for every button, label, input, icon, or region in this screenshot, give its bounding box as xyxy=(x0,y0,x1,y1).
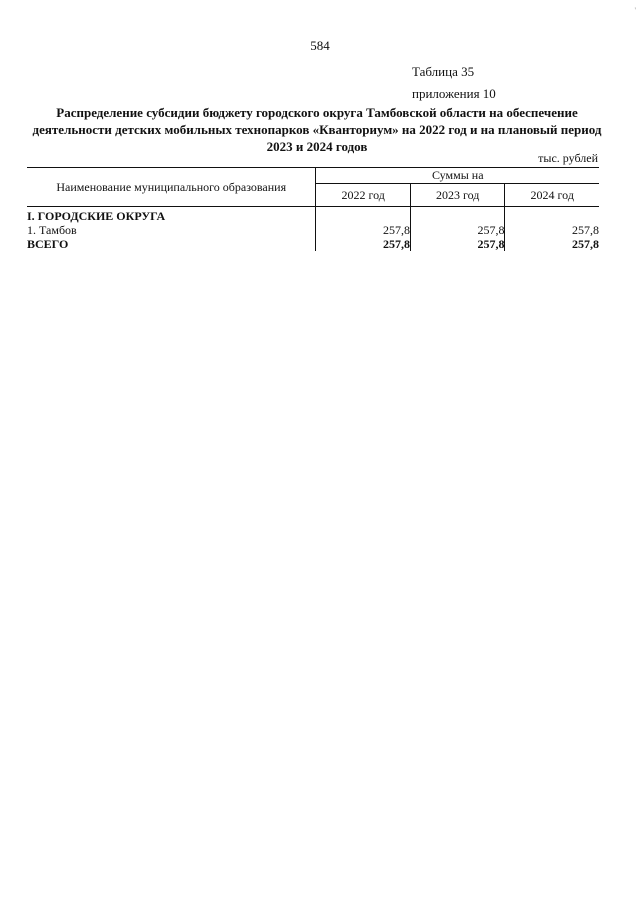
row-value-2022 xyxy=(316,207,411,224)
header-sums: Суммы на xyxy=(316,168,599,184)
table-row xyxy=(27,223,599,237)
document-title: Распределение субсидии бюджету городского округа Тамбовской области на обеспечение деятельности детских мобильных технопарков «Кванториум» на 2022 год и на плановый период 2023 и 2024 годов xyxy=(32,105,602,154)
row-name: I. ГОРОДСКИЕ ОКРУГА xyxy=(27,207,316,224)
row-name: 1. Тамбов xyxy=(27,223,316,237)
row-value-2023: 257,8 xyxy=(410,237,505,251)
scan-mark: ' xyxy=(634,6,636,15)
row-value-2023: 257,8 xyxy=(410,223,505,237)
table-row xyxy=(27,237,599,251)
row-value-2024: 257,8 xyxy=(572,223,599,237)
page-number: 584 xyxy=(310,38,330,53)
header-name: Наименование муниципального образования xyxy=(27,168,316,207)
row-value-2024 xyxy=(505,207,599,224)
row-value-2022: 257,8 xyxy=(382,223,410,237)
appendix-label: приложения 10 xyxy=(412,86,496,101)
subsidy-table xyxy=(27,167,599,251)
row-value-2023 xyxy=(410,207,505,224)
table-label: Таблица 35 xyxy=(412,64,475,79)
header-year-2022: 2022 год xyxy=(316,184,411,207)
row-value-2024: 257,8 xyxy=(572,237,599,251)
row-value-2022: 257,8 xyxy=(382,237,410,251)
header-year-2023: 2023 год xyxy=(410,184,505,207)
table-row xyxy=(27,207,599,224)
row-name: ВСЕГО xyxy=(27,237,316,251)
header-year-2024: 2024 год xyxy=(505,184,599,207)
units-label: тыс. рублей xyxy=(538,151,598,165)
